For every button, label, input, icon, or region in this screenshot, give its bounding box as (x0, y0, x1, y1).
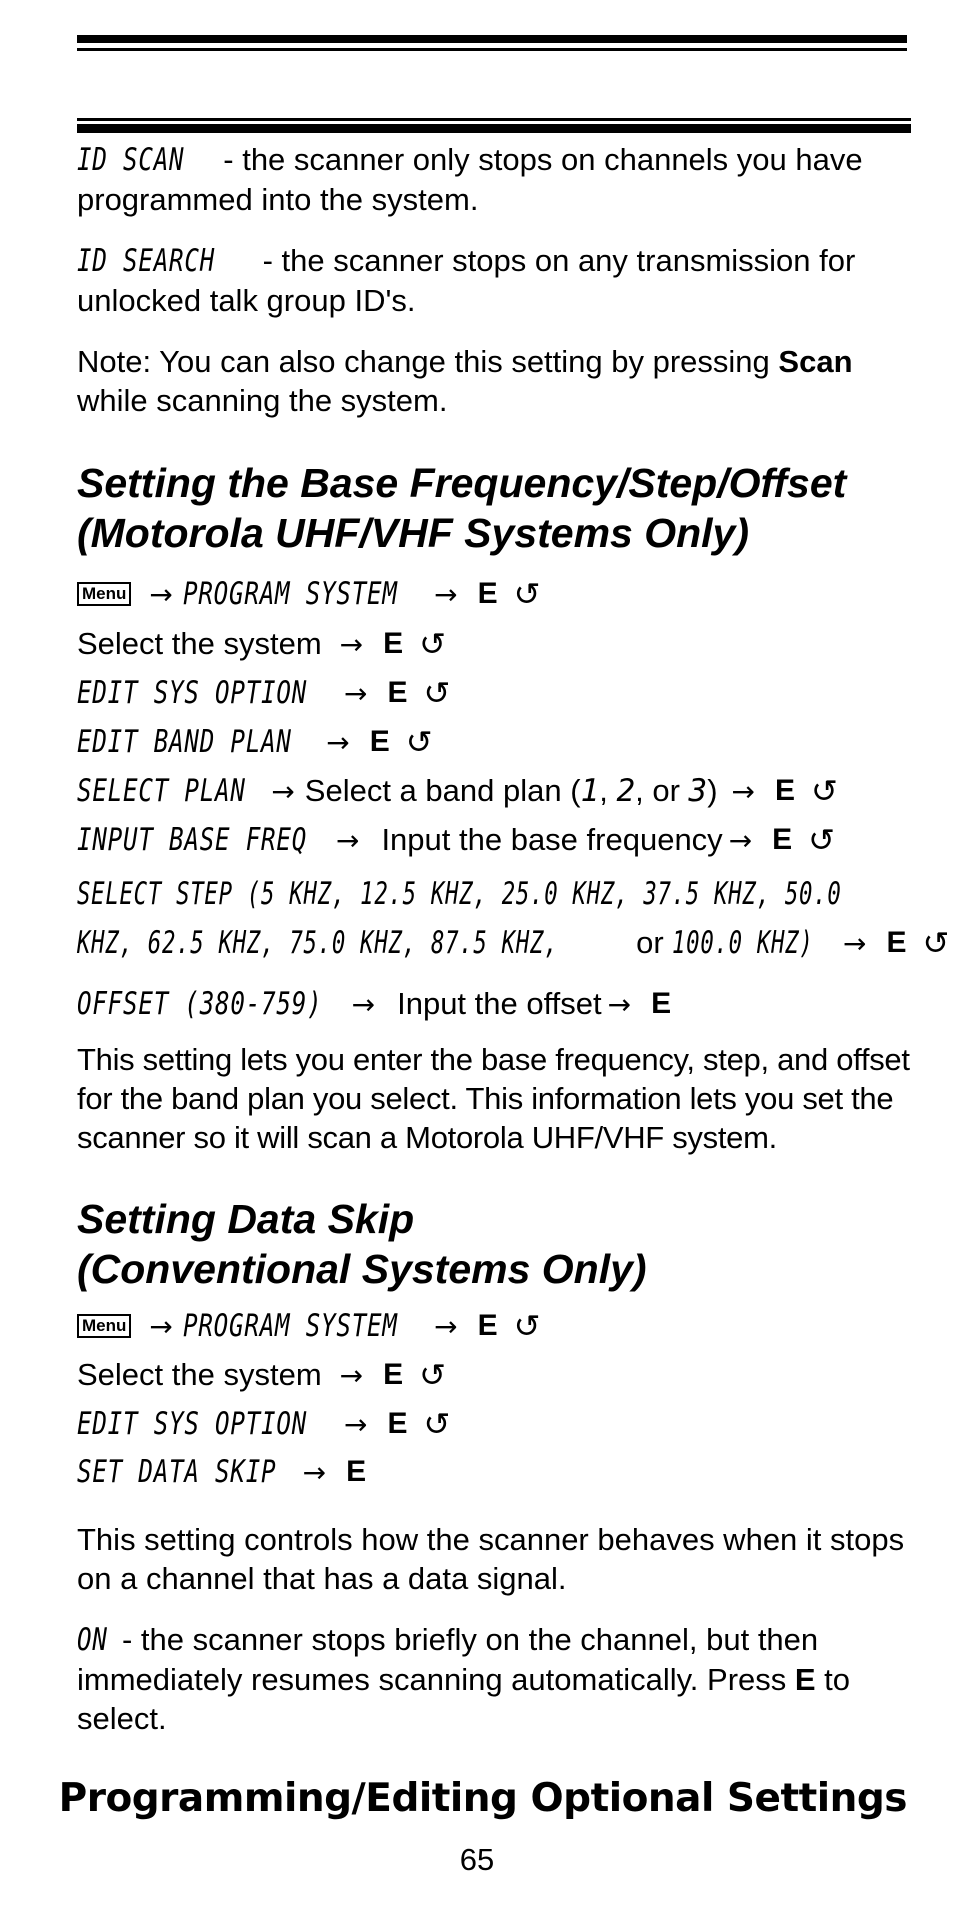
program-system-label: PROGRAM SYSTEM (182, 576, 398, 612)
top-rule-thick (77, 35, 907, 43)
e-key: E (387, 676, 408, 709)
arrow-icon: → (731, 774, 755, 808)
cycle-icon: ↺ (811, 772, 838, 810)
arrow-icon: → (343, 1407, 368, 1441)
on-e-key: E (794, 1662, 816, 1697)
cycle-icon: ↺ (513, 575, 541, 613)
section1-title-line1: Setting the Base Frequency/Step/Offset (77, 460, 847, 506)
select-plan-close: ) (707, 773, 718, 808)
note-text-1: Note: You can also change this setting by pressing (77, 344, 779, 379)
mid-rule-thin (77, 118, 911, 121)
note-scan-key: Scan (778, 344, 853, 379)
section1-desc-text: This setting lets you enter the base frequency, step, and offset for the band plan you select. This information lets you set the scanner so it will scan a Motorola UHF/VHF system. (77, 1042, 910, 1155)
edit-sys-option-label: EDIT SYS OPTION (77, 1406, 308, 1442)
select-step-options-1: (5 KHZ, 12.5 KHZ, 25.0 KHZ, 37.5 KHZ, 50.0 (232, 876, 842, 912)
on-term: ON (77, 1622, 108, 1658)
cycle-icon: ↺ (922, 924, 950, 962)
e-key: E (387, 1407, 408, 1440)
arrow-icon: → (434, 1309, 458, 1343)
plan-sep-2: , or (635, 773, 689, 808)
cycle-icon: ↺ (419, 625, 446, 663)
cycle-icon: ↺ (423, 674, 451, 712)
select-plan-text: Select a band plan ( (304, 773, 581, 808)
program-system-label: PROGRAM SYSTEM (182, 1308, 398, 1344)
plan-sep-1: , (599, 773, 617, 808)
edit-band-plan-label: EDIT BAND PLAN (77, 724, 292, 760)
select-step-term: SELECT STEP (77, 876, 233, 912)
e-key: E (383, 1358, 404, 1391)
cycle-icon: ↺ (513, 1307, 541, 1345)
arrow-icon: → (343, 676, 368, 710)
s2-step-edit-sys-option (77, 1402, 450, 1446)
e-key: E (369, 725, 390, 758)
s1-step-input-base-freq (77, 818, 835, 862)
arrow-icon: → (149, 1309, 173, 1343)
on-text-1: - the scanner stops briefly on the channel, but then immediately resumes scanning automatically. Press (77, 1622, 819, 1697)
s1-step-program-system (77, 572, 540, 616)
cycle-icon: ↺ (423, 1405, 451, 1443)
arrow-icon: → (335, 823, 360, 857)
cycle-icon: ↺ (808, 821, 835, 859)
select-step-options-3: 100.0 KHZ) (672, 925, 814, 961)
arrow-icon: → (271, 774, 295, 808)
on-paragraph (77, 1620, 914, 1738)
menu-key: Menu (77, 1314, 131, 1338)
arrow-icon: → (326, 725, 350, 759)
offset-label: OFFSET (380-759) (77, 986, 323, 1022)
input-base-freq-text: Input the base frequency (381, 822, 723, 857)
arrow-icon: → (302, 1455, 327, 1489)
s1-step-select-step-line1 (77, 872, 954, 916)
offset-text: Input the offset (397, 986, 602, 1021)
s2-step-set-data-skip (77, 1450, 376, 1494)
plan-1: 1 (580, 773, 600, 809)
e-key: E (477, 1309, 498, 1342)
on-text-2: to select. (77, 1662, 851, 1736)
section2-description (77, 1520, 914, 1598)
footer-title: Programming/Editing Optional Settings (58, 1776, 907, 1821)
s2-step-program-system (77, 1304, 540, 1348)
id-scan-paragraph (77, 140, 914, 219)
note-text-2: while scanning the system. (77, 383, 448, 418)
arrow-icon: → (351, 987, 376, 1021)
e-key: E (383, 627, 404, 660)
select-step-or: or (627, 925, 673, 960)
s2-step-select-system (77, 1353, 446, 1397)
set-data-skip-label: SET DATA SKIP (77, 1454, 277, 1490)
edit-sys-option-label: EDIT SYS OPTION (77, 675, 308, 711)
page-number: 65 (459, 1842, 495, 1877)
mid-rule-thick (77, 124, 911, 133)
e-key: E (772, 823, 793, 856)
id-scan-text: - the scanner only stops on channels you have programmed into the system. (77, 142, 863, 217)
s1-step-select-system (77, 622, 446, 666)
s1-step-edit-band-plan (77, 720, 433, 764)
id-scan-term: ID SCAN (77, 142, 185, 178)
top-rule-thin (77, 48, 907, 51)
arrow-icon: → (434, 577, 458, 611)
section2-title-line2: (Conventional Systems Only) (77, 1246, 647, 1292)
s1-step-offset (77, 982, 681, 1026)
id-search-term: ID SEARCH (77, 243, 216, 279)
id-search-text: - the scanner stops on any transmission for unlocked talk group ID's. (77, 243, 856, 318)
arrow-icon: → (339, 1358, 364, 1392)
section1-heading (77, 458, 914, 558)
arrow-icon: → (843, 926, 867, 960)
section1-description (77, 1040, 914, 1157)
section2-title-line1: Setting Data Skip (77, 1196, 415, 1242)
arrow-icon: → (339, 627, 364, 661)
id-search-paragraph (77, 241, 914, 320)
select-step-label (77, 876, 842, 912)
s1-step-select-step-line2 (77, 921, 949, 965)
select-system-text: Select the system (77, 1357, 322, 1392)
plan-3: 3 (688, 773, 708, 809)
e-key: E (886, 926, 907, 959)
section2-heading (77, 1194, 914, 1294)
cycle-icon: ↺ (405, 723, 433, 761)
e-key: E (346, 1455, 367, 1488)
s1-step-select-plan (77, 769, 838, 813)
e-key: E (477, 577, 498, 610)
section1-title-line2: (Motorola UHF/VHF Systems Only) (77, 510, 750, 556)
arrow-icon: → (149, 577, 173, 611)
plan-2: 2 (616, 773, 636, 809)
select-plan-label: SELECT PLAN (77, 773, 246, 809)
input-base-freq-label: INPUT BASE FREQ (77, 822, 308, 858)
note-paragraph (77, 342, 914, 420)
select-system-text: Select the system (77, 626, 322, 661)
cycle-icon: ↺ (419, 1356, 446, 1394)
s1-step-edit-sys-option (77, 671, 450, 715)
arrow-icon: → (607, 987, 632, 1021)
select-step-options-2: KHZ, 62.5 KHZ, 75.0 KHZ, 87.5 KHZ, (77, 925, 559, 961)
section2-desc-text: This setting controls how the scanner behaves when it stops on a channel that has a data signal. (77, 1522, 905, 1596)
menu-key: Menu (77, 582, 131, 606)
arrow-icon: → (728, 823, 753, 857)
e-key: E (774, 774, 795, 807)
e-key: E (651, 987, 672, 1020)
